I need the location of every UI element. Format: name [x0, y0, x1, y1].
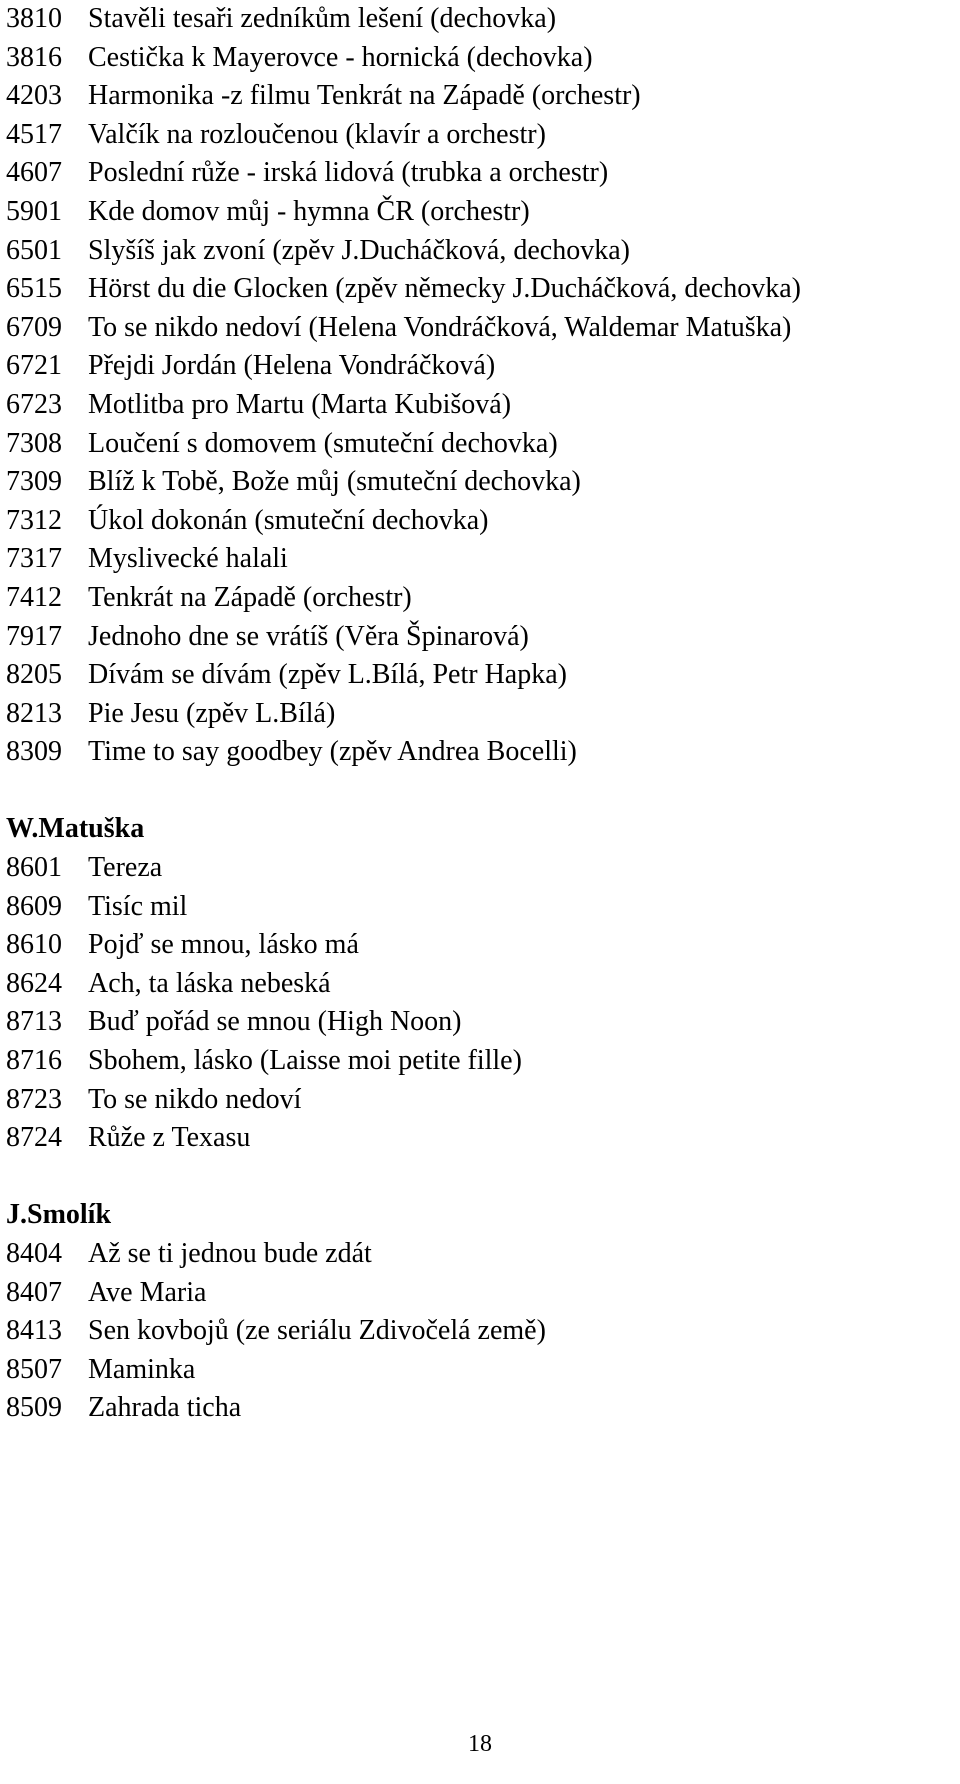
item-title: Sbohem, lásko (Laisse moi petite fille): [88, 1045, 522, 1077]
item-title: Kde domov můj - hymna ČR (orchestr): [88, 195, 530, 227]
item-number: 4517: [6, 118, 62, 150]
item-title: Valčík na rozloučenou (klavír a orchestr): [88, 118, 546, 150]
list-item: [6, 926, 946, 965]
item-title: Dívám se dívám (zpěv L.Bílá, Petr Hapka): [88, 659, 567, 691]
item-title: Ach, ta láska nebeská: [88, 967, 331, 999]
list-item: [6, 0, 946, 39]
item-title: Harmonika -z filmu Tenkrát na Západě (orchestr): [88, 80, 641, 112]
list-item: [6, 849, 946, 888]
item-title: Přejdi Jordán (Helena Vondráčková): [88, 350, 496, 382]
item-title: Time to say goodbey (zpěv Andrea Bocelli): [88, 736, 577, 768]
item-title: To se nikdo nedoví (Helena Vondráčková, Waldemar Matuška): [88, 311, 792, 343]
document-page: [6, 0, 946, 1428]
list-item: [6, 1351, 946, 1390]
item-number: 8624: [6, 967, 62, 999]
item-title: Tereza: [88, 852, 163, 884]
section-heading-matuska: W.Matuška: [6, 813, 145, 845]
item-title: Sen kovbojů (ze seriálu Zdivočelá země): [88, 1315, 546, 1347]
section-gap: [6, 1158, 946, 1197]
item-number: 3816: [6, 41, 62, 73]
item-number: 8404: [6, 1238, 62, 1269]
item-title: Blíž k Tobě, Bože můj (smuteční dechovka): [88, 466, 581, 498]
list-item: [6, 579, 946, 618]
item-number: 8507: [6, 1353, 62, 1385]
item-number: 8407: [6, 1276, 62, 1308]
list-item: [6, 1312, 946, 1351]
item-number: 7309: [6, 466, 62, 498]
list-item: [6, 1119, 946, 1158]
item-number: 7317: [6, 543, 62, 575]
item-number: 6501: [6, 234, 62, 266]
list-item: [6, 463, 946, 502]
item-number: 7917: [6, 620, 62, 652]
list-item: [6, 888, 946, 927]
item-number: 8724: [6, 1122, 62, 1154]
list-item: [6, 425, 946, 464]
item-title: Motlitba pro Martu (Marta Kubišová): [88, 388, 512, 420]
list-item: [6, 618, 946, 657]
item-number: 8713: [6, 1006, 62, 1038]
list-item: [6, 116, 946, 155]
item-title: Myslivecké halali: [88, 543, 288, 575]
item-number: 6723: [6, 388, 62, 420]
list-item: [6, 77, 946, 116]
item-number: 8213: [6, 697, 62, 729]
list-item: [6, 965, 946, 1004]
list-item: [6, 39, 946, 78]
list-item: [6, 540, 946, 579]
item-title: Cestička k Mayerovce - hornická (dechovka): [88, 41, 593, 73]
list-item: [6, 1235, 946, 1274]
item-title: Až se ti jednou bude zdát: [88, 1238, 372, 1269]
list-item: [6, 232, 946, 271]
item-number: 8309: [6, 736, 62, 768]
item-title: Pie Jesu (zpěv L.Bílá): [88, 697, 336, 729]
list-item: [6, 502, 946, 541]
section-heading-smolik: J.Smolík: [6, 1199, 112, 1231]
item-number: 8601: [6, 852, 62, 884]
list-item: [6, 386, 946, 425]
item-number: 5901: [6, 195, 62, 227]
item-number: 6515: [6, 273, 62, 305]
list-item: [6, 154, 946, 193]
item-title: Hörst du die Glocken (zpěv německy J.Ducháčková, dechovka): [88, 273, 801, 305]
list-item: [6, 309, 946, 348]
list-item: [6, 1003, 946, 1042]
list-item: [6, 733, 946, 772]
item-number: 8413: [6, 1315, 62, 1347]
list-item: [6, 695, 946, 734]
list-item: [6, 347, 946, 386]
item-number: 8610: [6, 929, 62, 961]
item-title: Jednoho dne se vrátíš (Věra Špinarová): [88, 620, 529, 652]
item-title: Tisíc mil: [88, 890, 188, 922]
song-list-matuska: [6, 849, 946, 1158]
item-number: 3810: [6, 3, 62, 34]
section-gap: [6, 772, 946, 811]
item-number: 4203: [6, 80, 62, 112]
item-title: Růže z Texasu: [88, 1122, 251, 1154]
item-title: Tenkrát na Západě (orchestr): [88, 581, 412, 613]
item-number: 8609: [6, 890, 62, 922]
item-number: 8723: [6, 1083, 62, 1115]
item-number: 6709: [6, 311, 62, 343]
page-number: 18: [468, 1731, 492, 1757]
item-number: 8205: [6, 659, 62, 691]
list-item: [6, 656, 946, 695]
item-number: 4607: [6, 157, 62, 189]
item-number: 7312: [6, 504, 62, 536]
item-number: 6721: [6, 350, 62, 382]
item-title: Buď pořád se mnou (High Noon): [88, 1006, 462, 1038]
song-list-main: [6, 0, 946, 772]
item-number: 7412: [6, 581, 62, 613]
list-item: [6, 1274, 946, 1313]
item-number: 8716: [6, 1045, 62, 1077]
item-number: 7308: [6, 427, 62, 459]
item-title: Loučení s domovem (smuteční dechovka): [88, 427, 558, 459]
list-item: [6, 1389, 946, 1428]
list-item: [6, 270, 946, 309]
list-item: [6, 1081, 946, 1120]
item-title: To se nikdo nedoví: [88, 1083, 302, 1115]
song-list-smolik: [6, 1235, 946, 1428]
item-title: Ave Maria: [88, 1276, 207, 1308]
item-title: Úkol dokonán (smuteční dechovka): [88, 504, 489, 536]
item-title: Zahrada ticha: [88, 1392, 242, 1424]
list-item: [6, 193, 946, 232]
item-title: Slyšíš jak zvoní (zpěv J.Ducháčková, dechovka): [88, 234, 630, 266]
item-title: Poslední růže - irská lidová (trubka a orchestr): [88, 157, 609, 189]
item-title: Stavěli tesaři zedníkům lešení (dechovka): [88, 3, 557, 34]
list-item: [6, 1042, 946, 1081]
item-title: Maminka: [88, 1353, 196, 1385]
item-title: Pojď se mnou, lásko má: [88, 929, 359, 961]
item-number: 8509: [6, 1392, 62, 1424]
